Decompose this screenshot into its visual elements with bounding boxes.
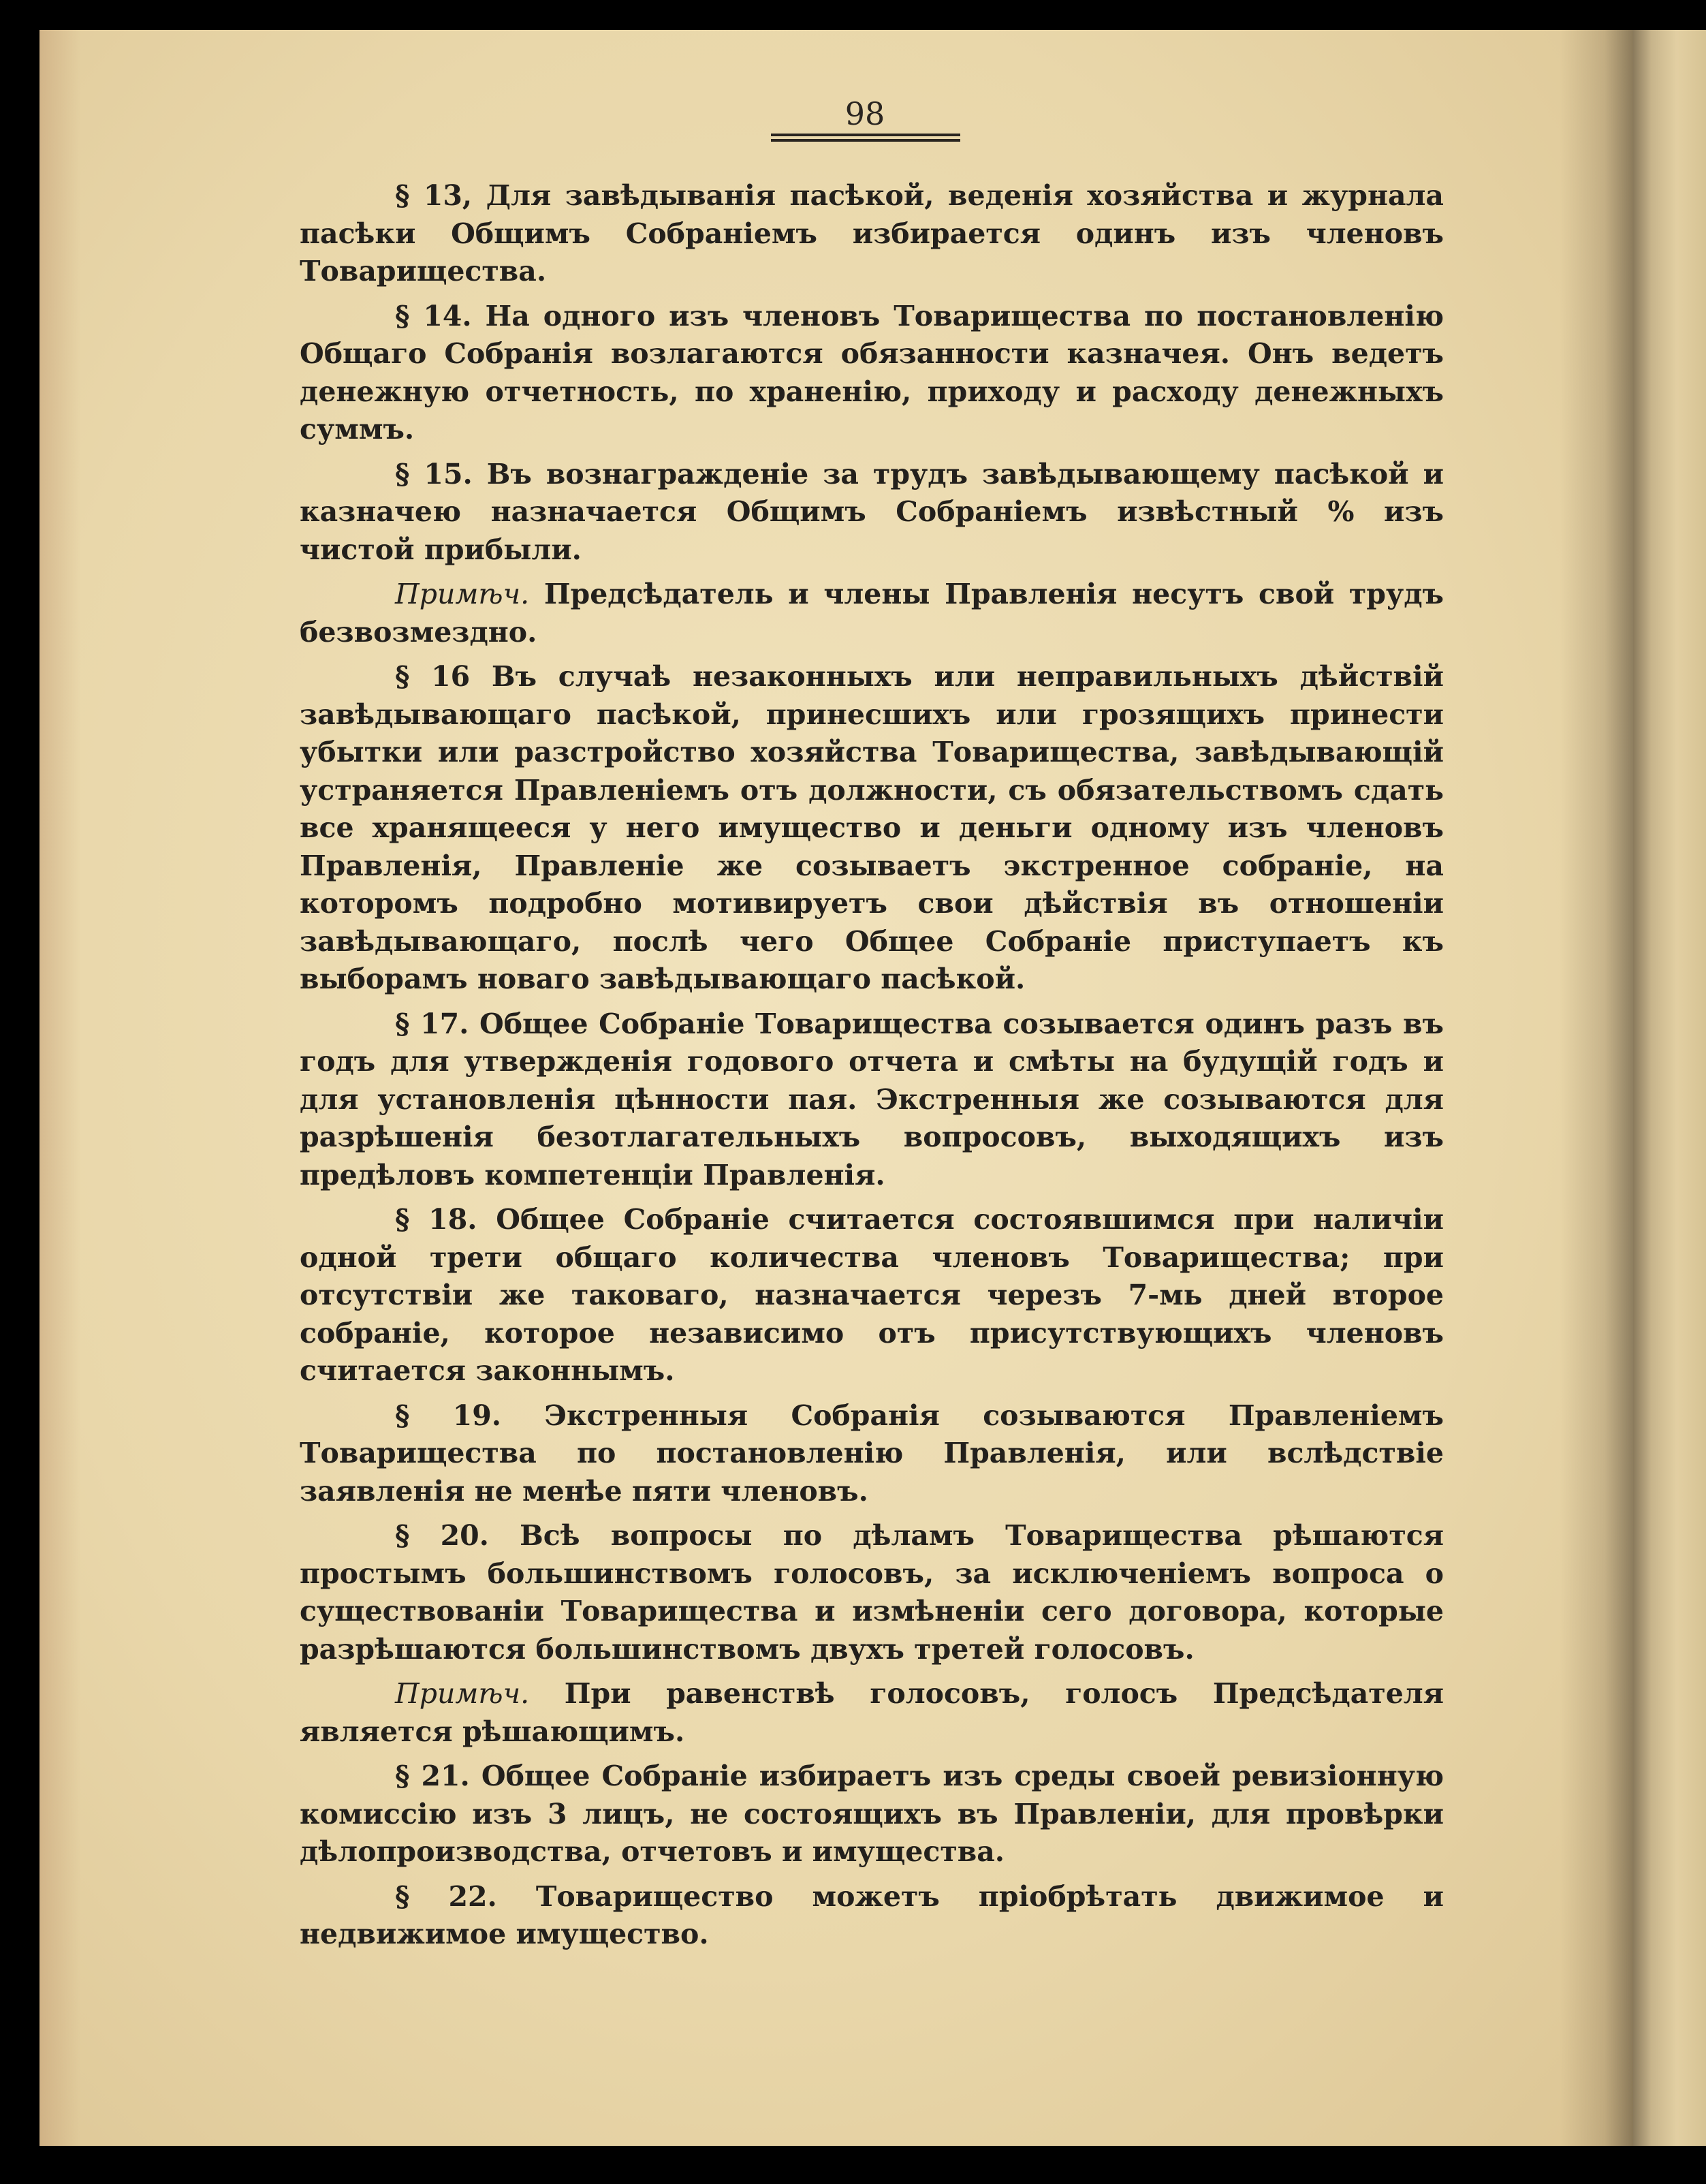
paragraph-18: § 18. Общее Собраніе считается состоявшимся при наличіи одной трети общаго количества членовъ Товарищества; при отсутствіи же таковаго, назначается черезъ 7-мь дней второе собраніе, которое независимо отъ присутствующихъ членовъ считается законнымъ. (300, 1203, 1444, 1387)
paragraph-17: § 17. Общее Собраніе Товарищества созывается одинъ разъ въ годъ для утвержденія годового отчета и смѣты на будущій годъ и для установленія цѣнности пая. Экстренныя же созываются для разрѣшенія безотлагательныхъ вопросовъ, выходящихъ изъ предѣловъ компетенціи Правленія. (300, 1007, 1444, 1191)
paragraph-13: § 13, Для завѣдыванія пасѣкой, веденія хозяйства и журнала пасѣки Общимъ Собраніемъ избирается одинъ изъ членовъ Товарищества. (300, 179, 1444, 287)
page-left-shadow (40, 30, 80, 2146)
note-label: Примѣч. (395, 1677, 530, 1710)
paragraph-20: § 20. Всѣ вопросы по дѣламъ Товарищества рѣшаются простымъ большинствомъ голосовъ, за исключеніемъ вопроса о существованіи Товарищества и измѣненіи сего договора, которые разрѣшаются большинствомъ двухъ третей голосовъ. (300, 1519, 1444, 1666)
paragraph-16: § 16 Въ случаѣ незаконныхъ или неправильныхъ дѣйствій завѣдывающаго пасѣкой, принесшихъ или грозящихъ принести убытки или разстройство хозяйства Товарищества, завѣдывающій устраняется Правленіемъ отъ должности, съ обязательствомъ сдать все хранящееся у него имущество и деньги одному изъ членовъ Правленія, Правленіе же созываетъ экстренное собраніе, на которомъ подробно мотивируетъ свои дѣйствія въ отношеніи завѣдывающаго, послѣ чего Общее Собраніе приступаетъ къ выборамъ новаго завѣдывающаго пасѣкой. (300, 660, 1444, 995)
note-label: Примѣч. (395, 578, 530, 610)
paragraph-19: § 19. Экстренныя Собранія созываются Правленіемъ Товарищества по постановленію Правленія, или вслѣдствіе заявленія не менѣе пяти членовъ. (300, 1399, 1444, 1508)
paragraph-22: § 22. Товарищество можетъ пріобрѣтать движимое и недвижимое имущество. (300, 1879, 1444, 1950)
paragraph-15: § 15. Въ вознагражденіе за трудъ завѣдывающему пасѣкой и казначею назначается Общимъ Собраніемъ извѣстный % изъ чистой прибыли. (300, 457, 1444, 566)
page-number: 98 (844, 95, 885, 132)
note-text: Предсѣдатель и члены Правленія несутъ свой трудъ безвозмездно. (300, 578, 1444, 649)
note-text: При равенствѣ голосовъ, голосъ Предсѣдателя является рѣшающимъ. (300, 1677, 1444, 1748)
paragraph-14: § 14. На одного изъ членовъ Товарищества по постановленію Общаго Собранія возлагаются обязанности казначея. Онъ ведетъ денежную отчетность, по храненію, приходу и расходу денежныхъ суммъ. (300, 299, 1444, 446)
page-number-rule-bottom (771, 139, 960, 142)
note-15 (300, 576, 1444, 651)
paragraph-21: § 21. Общее Собраніе избираетъ изъ среды своей ревизіонную комиссію изъ 3 лицъ, не состоящихъ въ Правленіи, для провѣрки дѣлопроизводства, отчетовъ и имущества. (300, 1760, 1444, 1868)
note-20 (300, 1675, 1444, 1751)
page-number-rule-top (771, 134, 960, 136)
document-body (300, 177, 1444, 1961)
page-fold-shadow (1560, 30, 1634, 2146)
adjacent-page-edge (1633, 30, 1706, 2146)
